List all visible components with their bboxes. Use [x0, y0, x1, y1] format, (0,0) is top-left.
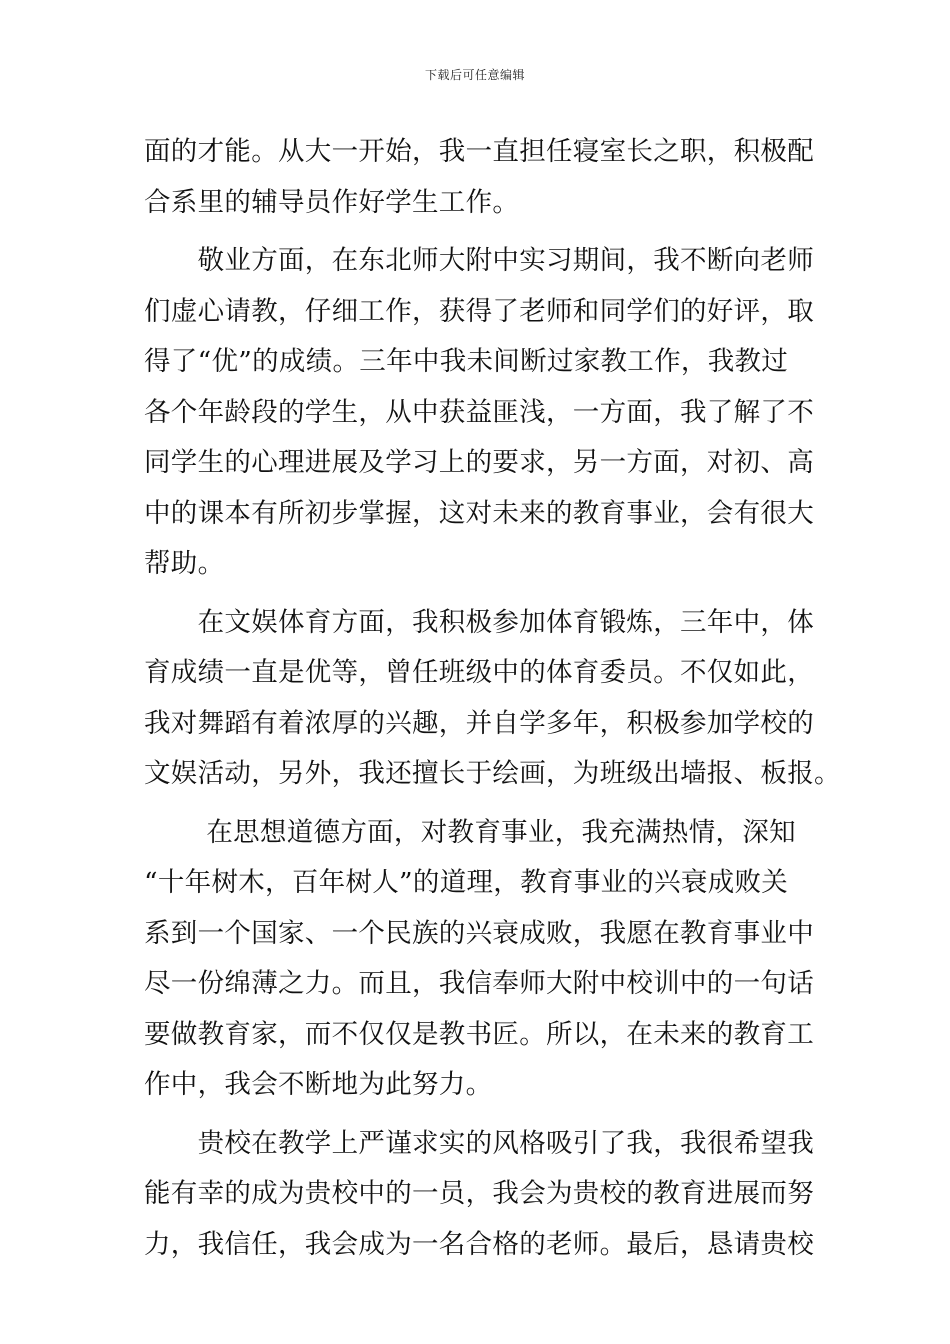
paragraph — [144, 236, 812, 590]
text-line: 在文娱体育方面，我积极参加体育锻炼，三年中，体 — [144, 606, 814, 638]
document-body — [144, 127, 841, 1270]
text-line: 育成绩一直是优等，曾任班级中的体育委员。不仅如此， — [144, 657, 814, 688]
text-line: 们虚心请教，仔细工作，获得了老师和同学们的好评，取 — [144, 295, 814, 327]
text-line: 我对舞蹈有着浓厚的兴趣，并自学多年，积极参加学校的 — [144, 707, 814, 739]
text-line: 贵校在教学上严谨求实的风格吸引了我，我很希望我 — [144, 1127, 814, 1159]
text-line: 文娱活动，另外，我还擅长于绘画，为班级出墙报、板报。 — [144, 758, 841, 789]
text-line: 在思想道德方面，对教育事业，我充满热情，深知 — [144, 816, 796, 848]
text-line: 合系里的辅导员作好学生工作。 — [144, 186, 520, 218]
text-line: 系到一个国家、一个民族的兴衰成败，我愿在教育事业中 — [144, 917, 814, 949]
text-line: 尽一份绵薄之力。而且，我信奉师大附中校训中的一句话 — [144, 968, 814, 999]
text-line: 作中，我会不断地为此努力。 — [144, 1069, 493, 1100]
text-line: 能有幸的成为贵校中的一员，我会为贵校的教育进展而努 — [144, 1178, 814, 1209]
text-line: 要做教育家，而不仅仅是教书匠。所以，在未来的教育工 — [144, 1018, 814, 1050]
paragraph — [144, 808, 812, 1111]
text-line: 力，我信任，我会成为一名合格的老师。最后，恳请贵校 — [144, 1228, 814, 1260]
text-line: “十年树木，百年树人”的道理，教育事业的兴衰成败关 — [144, 867, 789, 898]
paragraph — [144, 127, 812, 228]
text-line: 敬业方面，在东北师大附中实习期间，我不断向老师 — [144, 245, 814, 276]
text-line: 各个年龄段的学生，从中获益匪浅，一方面，我了解了不 — [144, 396, 814, 428]
page-header: 下载后可任意编辑 — [424, 68, 525, 82]
paragraph — [144, 1119, 812, 1271]
text-line: 面的才能。从大一开始，我一直担任寝室长之职，积极配 — [144, 136, 814, 167]
text-line: 中的课本有所初步掌握，这对未来的教育事业，会有很大 — [144, 497, 814, 529]
text-line: 得了“优”的成绩。三年中我未间断过家教工作，我教过 — [144, 346, 789, 377]
text-line: 帮助。 — [144, 548, 225, 579]
paragraph — [144, 598, 841, 800]
text-line: 同学生的心理进展及学习上的要求，另一方面，对初、高 — [144, 447, 814, 478]
